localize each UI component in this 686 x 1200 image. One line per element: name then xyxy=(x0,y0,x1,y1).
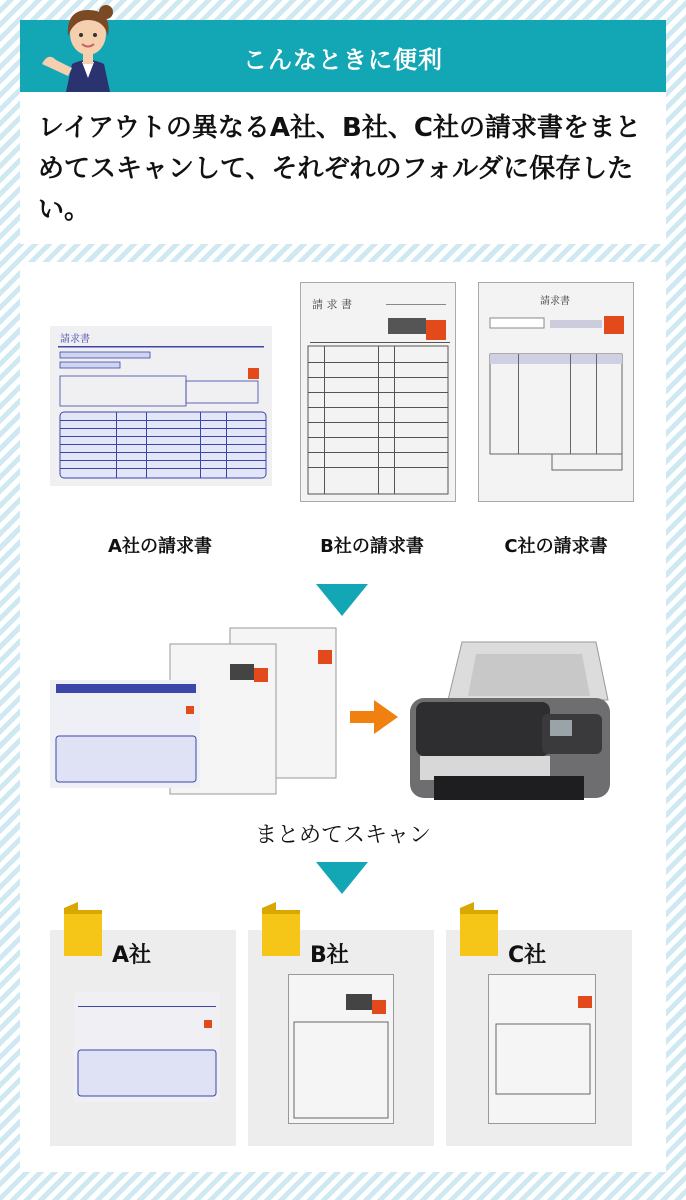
folder-c-icon xyxy=(458,900,500,958)
invoice-b-title: 請 求 書 xyxy=(312,298,352,311)
invoice-c-label: C社の請求書 xyxy=(504,536,608,557)
invoice-a-image xyxy=(50,326,272,486)
header-title: こんなときに便利 xyxy=(243,46,443,74)
invoice-b-image xyxy=(300,282,456,502)
folder-b-invoice-image xyxy=(288,974,394,1124)
folder-a-icon xyxy=(62,900,104,958)
invoice-c-title: 請求書 xyxy=(540,296,570,307)
down-arrow-icon xyxy=(316,584,368,616)
invoice-b-label: B社の請求書 xyxy=(320,536,424,557)
folder-c-label: C社 xyxy=(508,943,547,968)
scenario-box xyxy=(20,92,666,244)
scan-label: まとめてスキャン xyxy=(254,823,431,848)
invoice-a-label: A社の請求書 xyxy=(108,536,212,557)
scanner-image xyxy=(406,636,612,802)
illustration-panel xyxy=(20,262,666,1172)
invoice-c-image xyxy=(478,282,634,502)
folder-b-label: B社 xyxy=(310,943,349,968)
folder-b-icon xyxy=(260,900,302,958)
down-arrow-icon-2 xyxy=(316,862,368,894)
invoice-a-title: 請求書 xyxy=(60,334,90,345)
folder-c-invoice-image xyxy=(488,974,596,1124)
document-stack-image xyxy=(50,626,350,800)
folder-a-invoice-image xyxy=(74,992,220,1102)
scenario-text: レイアウトの異なるA社、B社、C社の請求書をまとめてスキャンして、それぞれのフォルダに保存したい。 xyxy=(38,113,641,225)
woman-avatar xyxy=(38,4,138,92)
right-arrow-icon xyxy=(350,700,398,734)
folder-a-label: A社 xyxy=(112,943,152,968)
